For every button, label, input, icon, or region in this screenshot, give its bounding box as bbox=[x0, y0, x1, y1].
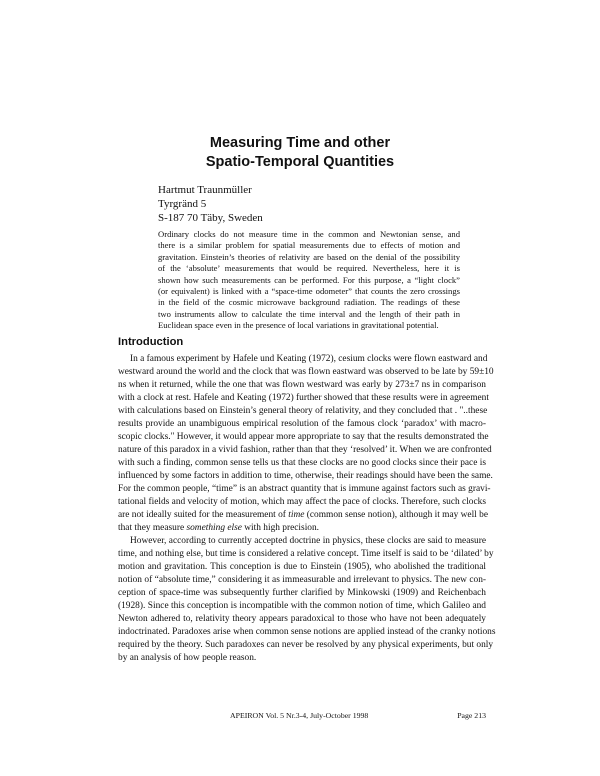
abstract-line: of the ‘absolute’ measurements that would be required. Nevertheless, here it is bbox=[158, 263, 460, 274]
paragraph-line: motion and gravitation. This conception is due to Einstein (1905), who abolished the traditional bbox=[118, 562, 486, 572]
paragraph-line: nature of this paradox in a vivid fashion, rather than that they ‘resolved’ it. When we are confronted bbox=[118, 445, 492, 455]
paragraph-line: influenced by some factors in addition to time, otherwise, their readings should have been the same. bbox=[118, 471, 493, 481]
abstract bbox=[158, 229, 460, 332]
paragraph-line: ception of space-time was subsequently further clarified by Minkowski (1909) and Reichenbach bbox=[118, 588, 486, 598]
abstract-line: Ordinary clocks do not measure time in the common and Newtonian sense, and bbox=[158, 229, 460, 239]
paragraph-line: (1928). Since this conception is incompatible with the common notion of time, which Galileo and bbox=[118, 601, 486, 611]
abstract-line: gravitation. Einstein’s theories of relativity are based on the denial of the possibility bbox=[158, 251, 460, 262]
paragraph-line: notion of “absolute time,” considering it as immeasurable and irrelevant to physics. The new con- bbox=[118, 575, 486, 585]
paragraph-line: with such a finding, common sense tells us that these clocks are no good clocks since their pace is bbox=[118, 458, 486, 468]
author-block bbox=[158, 183, 263, 225]
paragraph-line: scopic clocks." However, it would appear more appropriate to say that the results demonstrated the bbox=[118, 432, 489, 442]
paragraph-line: However, according to currently accepted doctrine in physics, these clocks are said to measure bbox=[130, 536, 486, 546]
abstract-line: there is a similar problem for spatial measurements due to effects of motion and bbox=[158, 240, 460, 251]
paper-title bbox=[0, 134, 600, 172]
abstract-line: two instruments allow to calculate the time interval and the length of their path in bbox=[158, 308, 460, 319]
footer-journal: APEIRON Vol. 5 Nr.3-4, July-October 1998 bbox=[230, 711, 369, 720]
emphasis-time: time bbox=[288, 510, 305, 520]
title-line-2: Spatio-Temporal Quantities bbox=[205, 154, 395, 170]
footer-page-number: Page 213 bbox=[457, 711, 486, 720]
paragraph-line bbox=[118, 509, 486, 522]
paragraph-line: with calculations based on Einstein’s general theory of relativity, and they concluded that . "..these bbox=[118, 406, 488, 416]
text-span: (common sense notion), although it may well be bbox=[304, 510, 488, 520]
abstract-line: Euclidean space even in the presence of local variations in gravitational potential. bbox=[158, 320, 439, 331]
abstract-line: (or equivalent) is linked with a “space-time odometer” that counts the zero crossings bbox=[158, 286, 460, 297]
text-span: are not ideally suited for the measurement of bbox=[118, 510, 289, 520]
paragraph-line: time, and nothing else, but time is considered a relative concept. Time itself is said to be ‘dilated’ by bbox=[118, 549, 494, 559]
text-span: that they measure bbox=[118, 523, 187, 533]
paragraph-line: tational fields and velocity of motion, which may affect the pace of clocks. Therefore, such clocks bbox=[118, 497, 486, 507]
paragraph-line: Newton adhered to, relativity theory appears paradoxical to those who have not been adequately bbox=[118, 614, 486, 624]
abstract-line: shown how such measurements can be performed. For this purpose, a “light clock” bbox=[158, 274, 460, 285]
paragraph-line: ns when it returned, while the one that was flown westward was early by 273±7 ns in comparison bbox=[118, 380, 486, 390]
introduction-body bbox=[118, 353, 496, 665]
text-span: with high precision. bbox=[241, 523, 320, 533]
author-street: Tyrgränd 5 bbox=[158, 198, 207, 210]
emphasis-something-else: something else bbox=[186, 523, 242, 533]
abstract-line: in the field of the cosmic microwave background radiation. The readings of these bbox=[158, 297, 460, 308]
paragraph-line: by an analysis of how people reason. bbox=[118, 653, 257, 663]
paragraph-line: with a clock at rest. Hafele and Keating (1972) further showed that these results were in agreement bbox=[118, 393, 489, 403]
paragraph-line bbox=[118, 522, 486, 535]
paragraph-line: For the common people, “time” is an abstract quantity that is immune against factors such as gravi- bbox=[118, 484, 491, 494]
paragraph-line: results provide an unambiguous empirical resolution of the famous clock ‘paradox’ with macro- bbox=[118, 419, 486, 429]
paragraph-line: In a famous experiment by Hafele und Keating (1972), cesium clocks were flown eastward and bbox=[130, 354, 488, 364]
author-city: S-187 70 Täby, Sweden bbox=[158, 212, 263, 224]
paragraph-line: indoctrinated. Paradoxes arise when common sense notions are applied instead of the cranky notions bbox=[118, 627, 496, 637]
paragraph-line: westward around the world and the clock that was flown eastward was observed to be late by 59±10 bbox=[118, 367, 494, 377]
paragraph-line: required by the theory. Such paradoxes can never be resolved by any physical experiments, but only bbox=[118, 640, 494, 650]
author-name: Hartmut Traunmüller bbox=[158, 184, 252, 196]
section-heading-introduction: Introduction bbox=[118, 336, 184, 348]
title-line-1: Measuring Time and other bbox=[209, 135, 391, 151]
